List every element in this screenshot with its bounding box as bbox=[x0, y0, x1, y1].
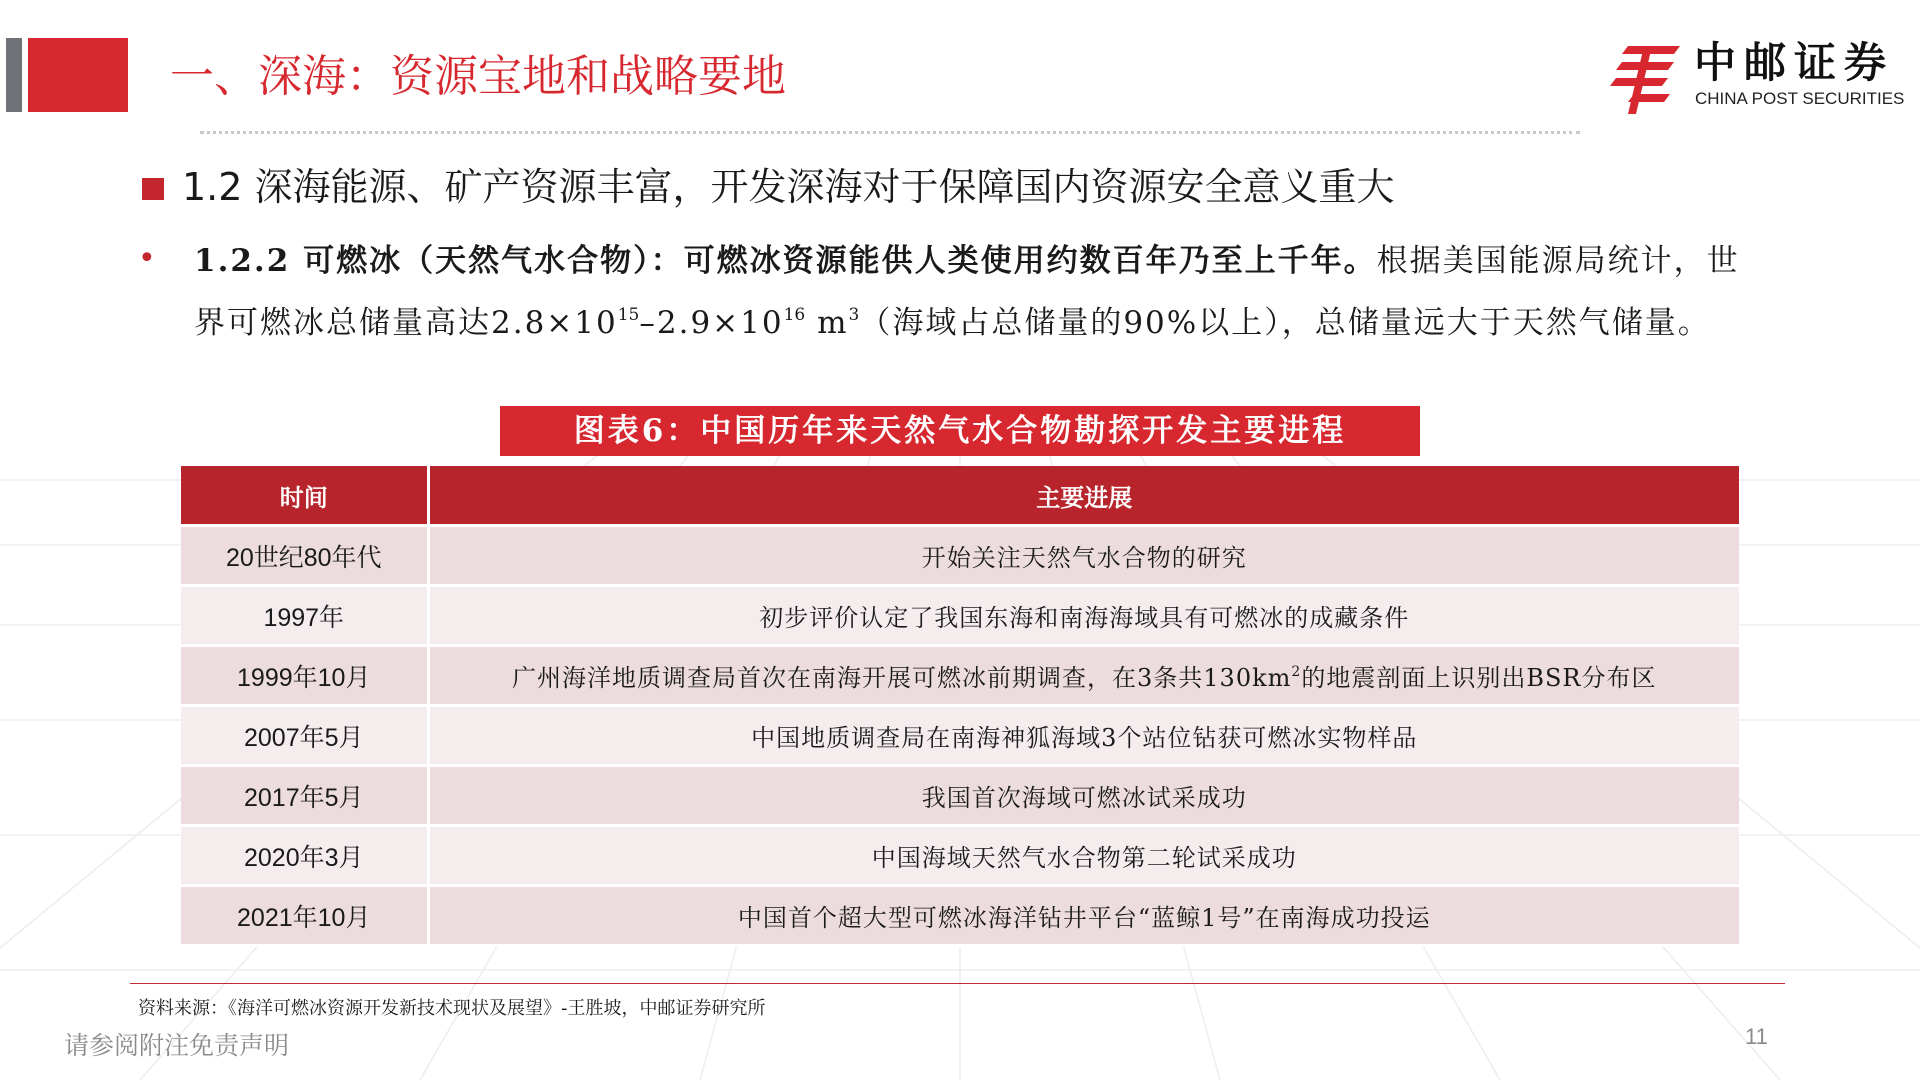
row-time: 1999年10月 bbox=[181, 646, 428, 706]
header-red-block bbox=[28, 38, 128, 112]
logo-english-name: CHINA POST SECURITIES bbox=[1695, 89, 1905, 108]
row-event: 中国首个超大型可燃冰海洋钻井平台“蓝鲸1号”在南海成功投运 bbox=[428, 886, 1739, 946]
exponent-3: 3 bbox=[848, 305, 860, 325]
table-row bbox=[181, 886, 1739, 946]
table-row bbox=[181, 706, 1739, 766]
table-header-row bbox=[181, 466, 1739, 526]
exponent-2: 16 bbox=[783, 305, 806, 325]
table-row bbox=[181, 766, 1739, 826]
row-event: 开始关注天然气水合物的研究 bbox=[428, 526, 1739, 586]
header-gray-bar bbox=[6, 38, 22, 112]
row-time: 2021年10月 bbox=[181, 886, 428, 946]
row-event: 我国首次海域可燃冰试采成功 bbox=[428, 766, 1739, 826]
bullet-body-2: –2.9×10 bbox=[639, 305, 784, 341]
bullet-dot-icon: • bbox=[138, 241, 156, 276]
row-time: 2017年5月 bbox=[181, 766, 428, 826]
row-event-part-b: 的地震剖面上识别出BSR分布区 bbox=[1301, 664, 1657, 692]
bullet-paragraph bbox=[194, 234, 1764, 350]
logo-chinese-name: 中邮证券 bbox=[1694, 38, 1895, 87]
row-event bbox=[428, 646, 1739, 706]
section-heading: 1.2 深海能源、矿产资源丰富，开发深海对于保障国内资源安全意义重大 bbox=[182, 165, 1395, 209]
source-divider bbox=[130, 983, 1785, 984]
row-time: 2007年5月 bbox=[181, 706, 428, 766]
row-time: 1997年 bbox=[181, 586, 428, 646]
bullet-lead: 1.2.2 可燃冰（天然气水合物）：可燃冰资源能供人类使用约数百年乃至上千年。 bbox=[194, 243, 1377, 279]
table-row bbox=[181, 646, 1739, 706]
row-event: 中国海域天然气水合物第二轮试采成功 bbox=[428, 826, 1739, 886]
bullet-body-4: （海域占总储量的90%以上），总储量远大于天然气储量。 bbox=[859, 305, 1711, 341]
bullet-body-1: 根据美国能源局统计，世界可燃冰总储量高达2.8×10 bbox=[194, 243, 1740, 341]
company-logo bbox=[1604, 40, 1904, 120]
table-row bbox=[181, 586, 1739, 646]
row-time: 20世纪80年代 bbox=[181, 526, 428, 586]
row-event: 中国地质调查局在南海神狐海域3个站位钻获可燃冰实物样品 bbox=[428, 706, 1739, 766]
page-title: 一、深海：资源宝地和战略要地 bbox=[170, 51, 786, 102]
row-event: 初步评价认定了我国东海和南海海域具有可燃冰的成藏条件 bbox=[428, 586, 1739, 646]
header-divider bbox=[200, 131, 1580, 134]
page-number: 11 bbox=[1745, 1024, 1768, 1049]
progress-table bbox=[181, 466, 1739, 947]
row-event-superscript: 2 bbox=[1291, 664, 1302, 680]
bullet-body-3: m bbox=[805, 305, 849, 341]
china-post-logo-icon bbox=[1604, 40, 1684, 120]
table-row bbox=[181, 826, 1739, 886]
exponent-1: 15 bbox=[617, 305, 640, 325]
source-note: 资料来源：《海洋可燃冰资源开发新技术现状及展望》-王胜坡，中邮证券研究所 bbox=[138, 998, 766, 1019]
chart-caption: 图表6：中国历年来天然气水合物勘探开发主要进程 bbox=[500, 406, 1420, 456]
table-row bbox=[181, 526, 1739, 586]
row-time: 2020年3月 bbox=[181, 826, 428, 886]
column-header-progress: 主要进展 bbox=[428, 466, 1739, 526]
section-marker bbox=[142, 178, 164, 200]
disclaimer-link[interactable]: 请参阅附注免责声明 bbox=[64, 1031, 290, 1060]
column-header-time: 时间 bbox=[181, 466, 428, 526]
row-event-part-a: 广州海洋地质调查局首次在南海开展可燃冰前期调查，在3条共130km bbox=[512, 664, 1292, 692]
